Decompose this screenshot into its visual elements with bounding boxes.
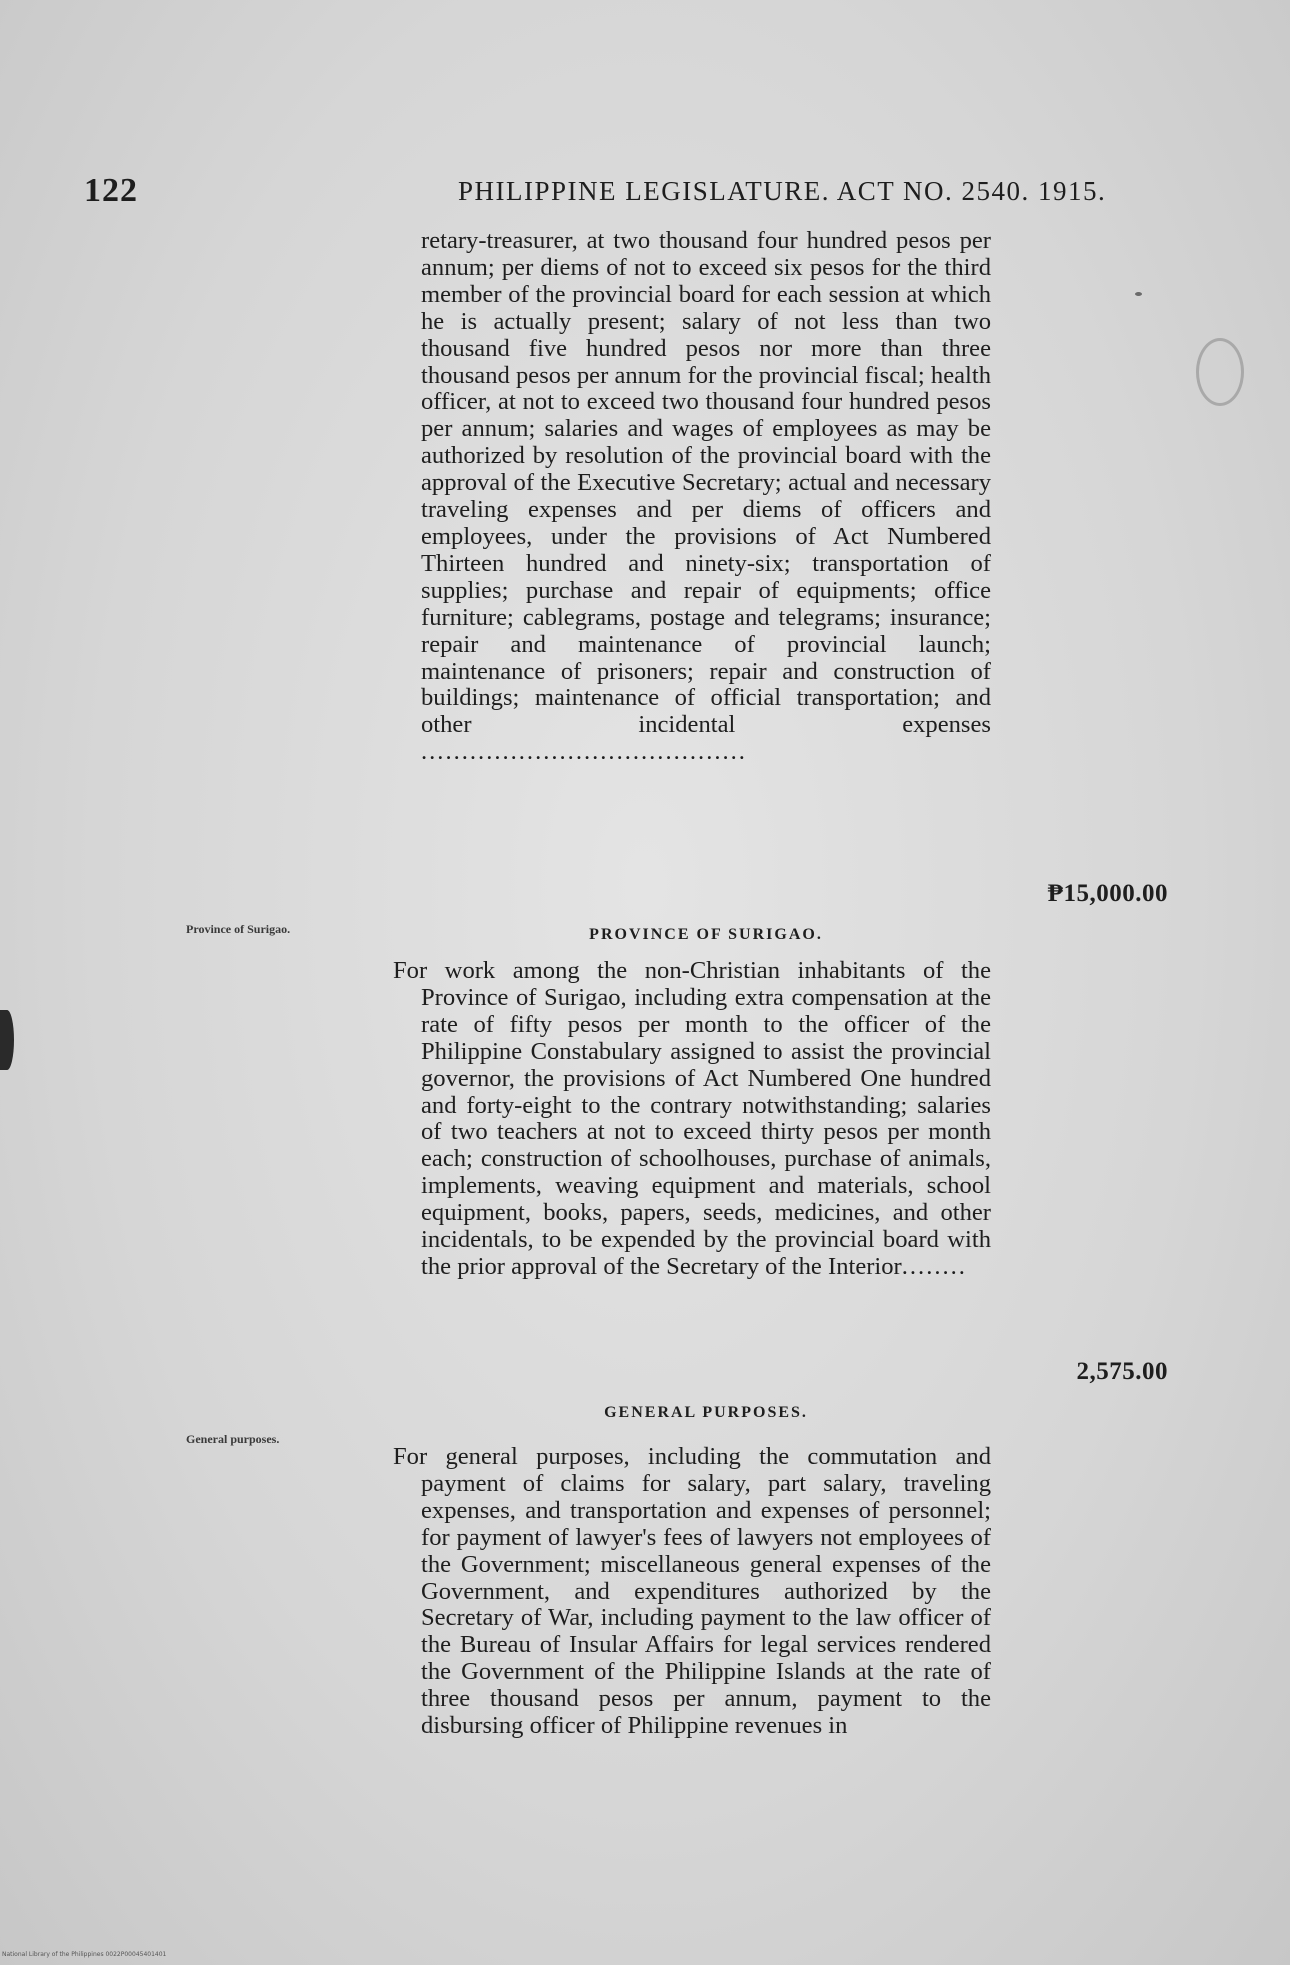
continuation-paragraph xyxy=(421,228,991,766)
surigao-leader: ........ xyxy=(901,1252,967,1280)
general-purposes-text: For general purposes, including the commutation and payment of claims for salary, part salary, traveling expenses, and transportation and expenses of personnel; for payment of lawyer's fees of lawyers not employees of the Government; miscellaneous general expenses of the Government, and expenditures authorized by the Secretary of War, including payment to the law officer of the Bureau of Insular Affairs for legal services rendered the Government of the Philippine Islands at the rate of three thousand pesos per annum, payment to the disbursing officer of Philippine revenues in xyxy=(393,1443,991,1740)
heading-general-purposes: GENERAL PURPOSES. xyxy=(604,1404,808,1421)
continuation-leader: ........................................ xyxy=(421,738,747,766)
general-purposes-paragraph xyxy=(393,1443,991,1740)
speck-mark xyxy=(1135,292,1142,296)
sidenote-surigao: Province of Surigao. xyxy=(186,922,291,936)
amount-surigao: 2,575.00 xyxy=(1076,1358,1168,1385)
amount-provincial-expenses: ₱15,000.00 xyxy=(1047,880,1168,907)
archive-footer: National Library of the Philippines 0022P00045401401 xyxy=(2,1951,167,1958)
surigao-paragraph xyxy=(393,957,991,1281)
sidenote-general-purposes: General purposes. xyxy=(186,1432,280,1446)
surigao-text: For work among the non-Christian inhabitants of the Province of Surigao, including extra compensation at the rate of fifty pesos per month to the officer of the Philippine Constabulary assigned to assist the provincial governor, the provisions of Act Numbered One hundred and forty-eight to the contrary notwithstanding; salaries of two teachers at not to exceed thirty pesos per month each; construction of schoolhouses, purchase of animals, implements, weaving equipment and materials, school equipment, books, papers, seeds, medicines, and other incidentals, to be expended by the provincial board with the prior approval of the Secretary of the Interior xyxy=(393,957,991,1280)
page-edge-shadow xyxy=(0,1010,14,1070)
heading-province-of-surigao: PROVINCE OF SURIGAO. xyxy=(589,926,823,943)
continuation-text: retary-treasurer, at two thousand four hundred pesos per annum; per diems of not to exceed six pesos for the third member of the provincial board for each session at which he is actually present; salary of not less than two thousand five hundred pesos nor more than three thousand pesos per annum for the provincial fiscal; health officer, at not to exceed two thousand four hundred pesos per annum; salaries and wages of employees as may be authorized by resolution of the provincial board with the approval of the Executive Secretary; actual and necessary traveling expenses and per diems of officers and employees, under the provisions of Act Numbered Thirteen hundred and ninety-six; transportation of supplies; purchase and repair of equipments; office furniture; cablegrams, postage and telegrams; insurance; repair and maintenance of provincial launch; maintenance of prisoners; repair and construction of buildings; maintenance of official transportation; and other incidental expenses xyxy=(421,227,991,739)
running-head: PHILIPPINE LEGISLATURE. ACT NO. 2540. 1915. xyxy=(458,176,1107,206)
page-number: 122 xyxy=(84,172,138,209)
stain-mark xyxy=(1196,338,1244,406)
